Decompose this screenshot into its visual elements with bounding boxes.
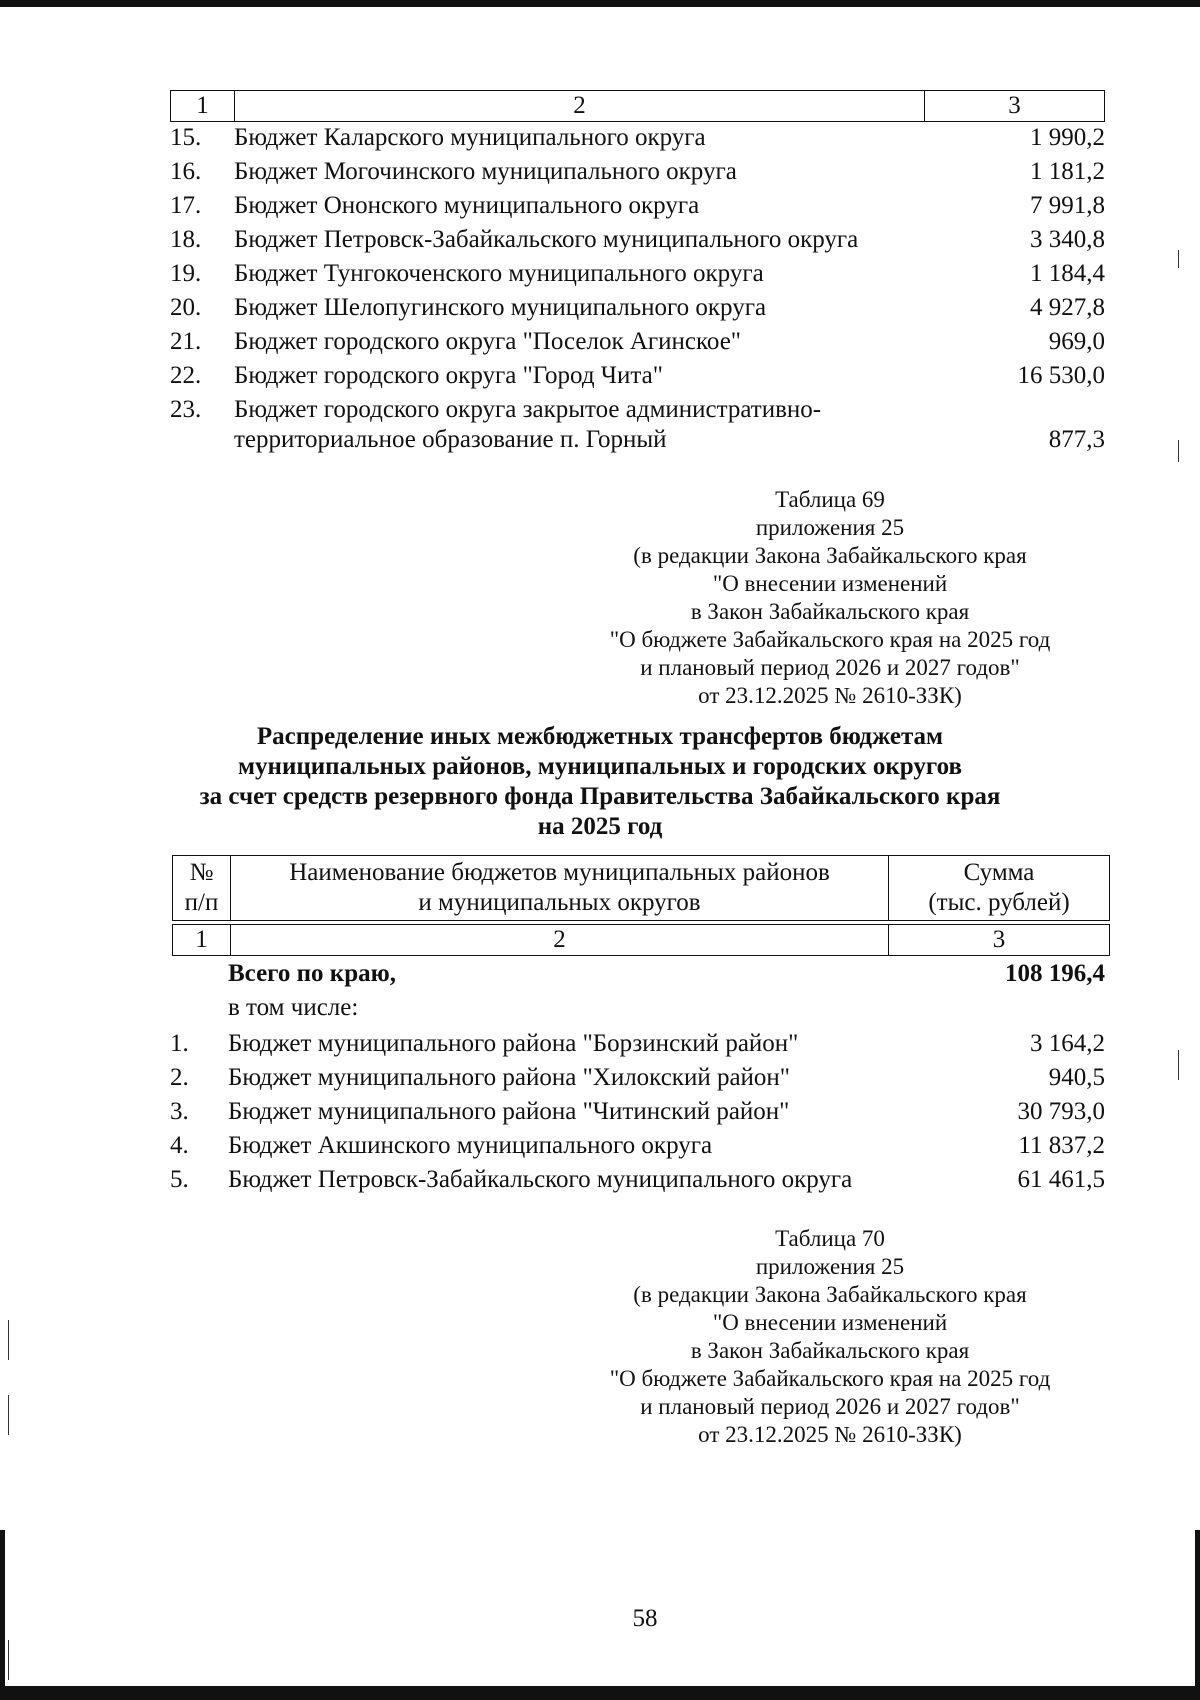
row-name: Бюджет Шелопугинского муниципального округа bbox=[234, 294, 767, 321]
scan-mark bbox=[8, 1320, 9, 1360]
table-row-continuation bbox=[170, 426, 1105, 454]
row-value: 3 340,8 bbox=[1030, 226, 1105, 253]
caption-line: "О внесении изменений bbox=[712, 1310, 948, 1335]
table-row bbox=[170, 1132, 1105, 1160]
row-name: Бюджет Тунгокоченского муниципального округа bbox=[234, 260, 764, 287]
row-value: 1 181,2 bbox=[1030, 158, 1105, 185]
caption-line: "О внесении изменений bbox=[712, 571, 948, 596]
row-value: 30 793,0 bbox=[1017, 1098, 1105, 1125]
row-number: 4. bbox=[170, 1132, 189, 1159]
row-value: 61 461,5 bbox=[1017, 1166, 1105, 1193]
table-row bbox=[170, 1098, 1105, 1126]
table70-caption bbox=[560, 1225, 1100, 1449]
table-row bbox=[170, 1064, 1105, 1092]
row-name: территориальное образование п. Горный bbox=[234, 426, 667, 453]
table-row bbox=[170, 124, 1105, 152]
row-number: 3. bbox=[170, 1098, 189, 1125]
header-col-name bbox=[231, 856, 889, 920]
table68-col2-number: 2 bbox=[235, 91, 925, 121]
page-number: 58 bbox=[632, 1605, 658, 1632]
row-number: 21. bbox=[170, 328, 202, 355]
row-value: 877,3 bbox=[1048, 426, 1105, 453]
table-row bbox=[170, 226, 1105, 254]
title-line: муниципальных районов, муниципальных и городских округов bbox=[238, 753, 962, 780]
total-label: Всего по краю, bbox=[228, 960, 396, 987]
caption-line: приложения 25 bbox=[755, 1254, 905, 1279]
header-text: Сумма bbox=[963, 859, 1035, 886]
row-name: Бюджет муниципального района "Борзинский район" bbox=[228, 1030, 799, 1057]
scan-mark bbox=[8, 1395, 9, 1435]
row-name: Бюджет муниципального района "Хилокский район" bbox=[228, 1064, 791, 1091]
row-name: Бюджет Петровск-Забайкальского муниципального округа bbox=[228, 1166, 853, 1193]
title-line: на 2025 год bbox=[537, 813, 663, 840]
caption-line: (в редакции Закона Забайкальского края bbox=[633, 543, 1027, 568]
row-value: 4 927,8 bbox=[1030, 294, 1105, 321]
caption-line: от 23.12.2025 № 2610-ЗЗК) bbox=[698, 683, 962, 708]
table-row bbox=[170, 362, 1105, 390]
table-row bbox=[170, 328, 1105, 356]
row-number: 20. bbox=[170, 294, 202, 321]
table69-caption bbox=[560, 486, 1100, 710]
row-value: 1 990,2 bbox=[1030, 124, 1105, 151]
scan-edge-bottom bbox=[0, 1686, 1200, 1700]
scan-mark bbox=[8, 1640, 9, 1680]
row-name: Бюджет Могочинского муниципального округа bbox=[234, 158, 737, 185]
row-name: Бюджет городского округа "Поселок Агинское" bbox=[234, 328, 741, 355]
caption-line: "О бюджете Забайкальского края на 2025 год bbox=[609, 627, 1051, 652]
header-text: п/п bbox=[184, 889, 219, 916]
row-value: 3 164,2 bbox=[1030, 1030, 1105, 1057]
title-line: за счет средств резервного фонда Правительства Забайкальского края bbox=[199, 783, 1001, 810]
table-row bbox=[170, 396, 1105, 424]
row-value: 7 991,8 bbox=[1030, 192, 1105, 219]
table68-col3-number: 3 bbox=[1008, 92, 1021, 119]
caption-line: (в редакции Закона Забайкальского края bbox=[633, 1282, 1027, 1307]
row-name: Бюджет городского округа закрытое административно- bbox=[234, 396, 822, 423]
row-number: 5. bbox=[170, 1166, 189, 1193]
scan-edge-top bbox=[0, 0, 1200, 7]
row-value: 969,0 bbox=[1048, 328, 1105, 355]
row-number: 15. bbox=[170, 124, 202, 151]
caption-line: и плановый период 2026 и 2027 годов" bbox=[640, 1394, 1020, 1419]
row-value: 940,5 bbox=[1048, 1064, 1105, 1091]
title-line: Распределение иных межбюджетных трансфертов бюджетам bbox=[256, 723, 944, 750]
table-row bbox=[170, 294, 1105, 322]
row-number: 1. bbox=[170, 1030, 189, 1057]
including-row bbox=[170, 994, 1105, 1022]
caption-line: в Закон Забайкальского края bbox=[690, 1338, 970, 1363]
table-row bbox=[170, 1030, 1105, 1058]
row-number: 17. bbox=[170, 192, 202, 219]
table68-number-header bbox=[170, 90, 1105, 122]
row-name: Бюджет городского округа "Город Чита" bbox=[234, 362, 663, 389]
including-label: в том числе: bbox=[228, 994, 359, 1021]
row-name: Бюджет Акшинского муниципального округа bbox=[228, 1132, 713, 1159]
scan-mark bbox=[1178, 1050, 1179, 1080]
table-row bbox=[170, 192, 1105, 220]
row-value: 11 837,2 bbox=[1018, 1132, 1105, 1159]
row-number: 19. bbox=[170, 260, 202, 287]
table69-title bbox=[150, 722, 1050, 842]
row-number: 18. bbox=[170, 226, 202, 253]
row-value: 1 184,4 bbox=[1030, 260, 1105, 287]
header-col-sum bbox=[889, 856, 1109, 920]
caption-line: Таблица 69 bbox=[775, 487, 885, 512]
row-name: Бюджет Каларского муниципального округа bbox=[234, 124, 706, 151]
row-name: Бюджет Ононского муниципального округа bbox=[234, 192, 700, 219]
table-row bbox=[170, 158, 1105, 186]
header-text: Наименование бюджетов муниципальных районов bbox=[289, 859, 830, 886]
table69-col2-number: 2 bbox=[231, 925, 889, 955]
header-text: (тыс. рублей) bbox=[928, 889, 1070, 916]
total-value: 108 196,4 bbox=[1005, 960, 1105, 987]
scan-mark bbox=[1178, 250, 1179, 268]
total-row bbox=[170, 960, 1105, 988]
row-number: 23. bbox=[170, 396, 202, 423]
row-name: Бюджет Петровск-Забайкальского муниципального округа bbox=[234, 226, 859, 253]
header-text: и муниципальных округов bbox=[418, 889, 701, 916]
table-row bbox=[170, 260, 1105, 288]
header-text: № bbox=[189, 859, 214, 886]
header-col-number bbox=[173, 856, 231, 920]
caption-line: "О бюджете Забайкальского края на 2025 год bbox=[609, 1366, 1051, 1391]
row-number: 22. bbox=[170, 362, 202, 389]
caption-line: приложения 25 bbox=[755, 515, 905, 540]
row-number: 2. bbox=[170, 1064, 189, 1091]
table-row bbox=[170, 1166, 1105, 1194]
caption-line: и плановый период 2026 и 2027 годов" bbox=[640, 655, 1020, 680]
caption-line: Таблица 70 bbox=[775, 1226, 885, 1251]
table69-col3-number: 3 bbox=[992, 926, 1006, 953]
caption-line: от 23.12.2025 № 2610-ЗЗК) bbox=[698, 1422, 962, 1447]
table69-col1-number: 1 bbox=[173, 925, 231, 955]
scan-mark bbox=[1178, 440, 1179, 462]
row-name: Бюджет муниципального района "Читинский район" bbox=[228, 1098, 790, 1125]
row-value: 16 530,0 bbox=[1017, 362, 1105, 389]
table69-header bbox=[172, 855, 1110, 921]
table68-col1-number: 1 bbox=[171, 91, 235, 121]
row-number: 16. bbox=[170, 158, 202, 185]
table69-number-header bbox=[172, 924, 1110, 956]
caption-line: в Закон Забайкальского края bbox=[690, 599, 970, 624]
